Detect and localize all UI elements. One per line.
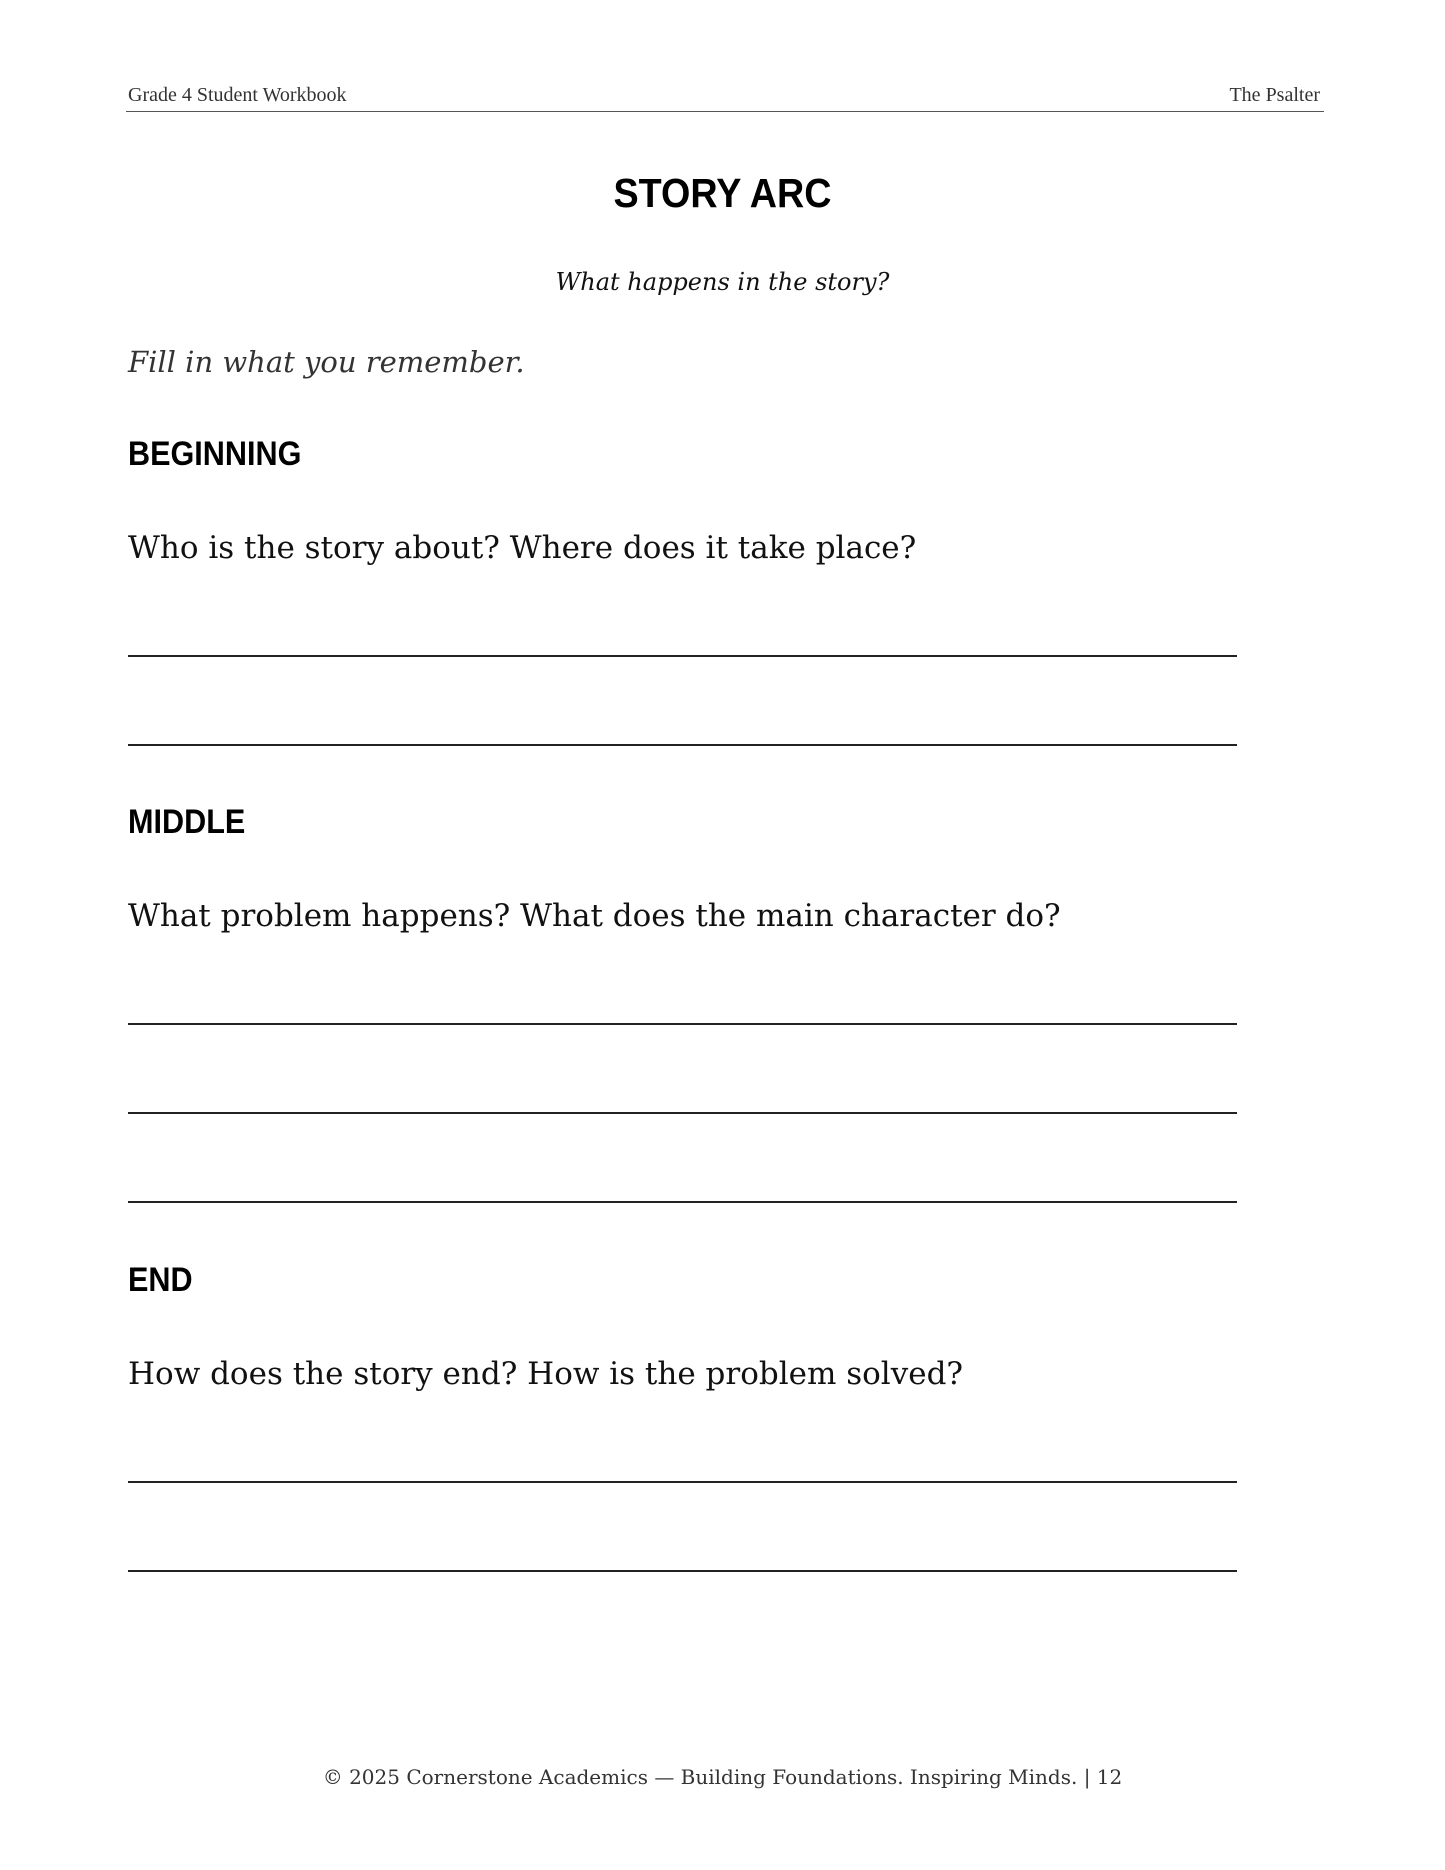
answer-line[interactable] xyxy=(128,1481,1237,1483)
page-title: STORY ARC xyxy=(613,170,832,216)
section-heading-end: END xyxy=(128,1261,193,1299)
instructions-text: Fill in what you remember. xyxy=(128,345,525,379)
answer-line[interactable] xyxy=(128,744,1237,746)
answer-line[interactable] xyxy=(128,1201,1237,1203)
running-header-right: The Psalter xyxy=(1229,84,1320,106)
question-beginning: Who is the story about? Where does it take place? xyxy=(128,530,917,566)
section-heading-beginning: BEGINNING xyxy=(128,435,302,473)
section-heading-middle: MIDDLE xyxy=(128,803,246,841)
running-header-left: Grade 4 Student Workbook xyxy=(128,84,347,106)
page-subtitle: What happens in the story? xyxy=(555,268,890,296)
question-end: How does the story end? How is the problem solved? xyxy=(128,1356,964,1392)
header-divider xyxy=(126,111,1324,112)
answer-line[interactable] xyxy=(128,1112,1237,1114)
answer-line[interactable] xyxy=(128,1570,1237,1572)
answer-line[interactable] xyxy=(128,655,1237,657)
answer-line[interactable] xyxy=(128,1023,1237,1025)
page-footer: © 2025 Cornerstone Academics — Building Foundations. Inspiring Minds. | 12 xyxy=(322,1765,1123,1789)
question-middle: What problem happens? What does the main character do? xyxy=(128,898,1061,934)
